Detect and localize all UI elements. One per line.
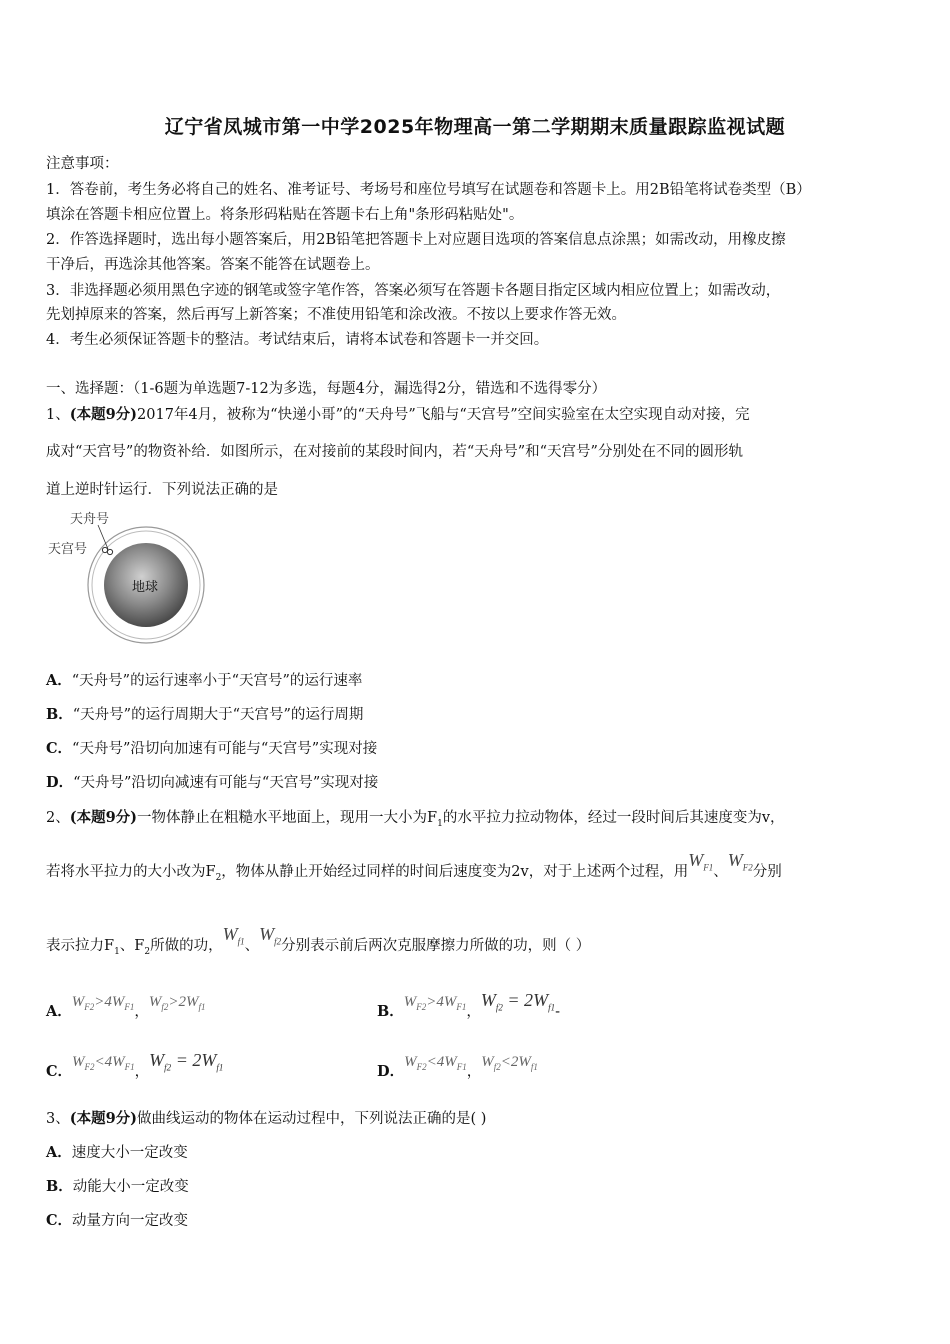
sym-w: W [72,1054,85,1070]
sym-w: W [111,994,125,1010]
q3-option-b [46,1175,916,1196]
math-expr [149,1050,224,1073]
page-title: 辽宁省凤城市第一中学2025年物理高一第二学期期末质量跟踪监视试题 [164,116,786,138]
q2-number: 2、 [46,810,70,826]
q2-text: 若将水平拉力的大小改为F [46,864,216,880]
q3-number: 3、 [46,1111,70,1127]
q3-option-a [46,1141,916,1162]
sym-w: W [71,994,85,1010]
symbol-wf2-friction [259,924,282,947]
sym-sub: F2 [84,1002,95,1012]
q2-line-1 [46,806,916,829]
option-text: “天舟号”沿切向加速有可能与“天宫号”实现对接 [72,741,378,757]
notice-line: 填涂在答题卡相应位置上。将条形码粘贴在答题卡右上角"条形码粘贴处"。 [46,207,524,223]
sym-sub: F1 [124,1002,135,1012]
option-label: C． [46,740,73,757]
q1-text-1: 2017年4月，被称为“快递小哥”的“天舟号”飞船与“天宫号”空间实验室在太空实现自动对接，完 [137,407,750,423]
q2-tag: (本题9分) [69,809,138,826]
symbol-wf1 [688,850,714,873]
q2-option-d [377,1050,538,1080]
option-sep: ， [134,1064,150,1080]
sym-w: W [727,850,743,870]
math-expr [481,1054,538,1070]
notice-line: 2．作答选择题时，选出每小题答案后，用2B铅笔把答题卡上对应题目选项的答案信息点涂黑；如需改动，用橡皮擦 [46,232,786,248]
q2-text: 分别 [752,864,782,880]
symbol-wf1-friction [222,924,245,947]
q2-line-3 [46,924,916,957]
sym-w: W [481,1054,494,1070]
math-expr [480,990,556,1013]
option-label: C． [46,1212,73,1229]
q2-text: 的水平拉力拉动物体，经过一段时间后其速度变为v， [442,810,785,826]
sym-w: W [186,994,199,1010]
sym-sub: f1 [530,1062,538,1072]
tiangong-dot [107,549,112,554]
q1-option-b [46,703,916,724]
tianzhou-dot [102,547,107,552]
math-rel: >4 [426,994,444,1010]
section-heading: 一、选择题：（1-6题为单选题7-12为多选，每题4分，漏选得2分，错选和不选得零分） [46,381,607,397]
q2-option-b [377,990,560,1020]
sym-sub: f1 [216,1062,224,1073]
option-end: - [555,1004,560,1020]
option-label: B． [46,1178,73,1195]
notice-line: 先划掉原来的答案，然后再写上新答案；不准使用铅笔和涂改液。不按以上要求作答无效。 [46,307,626,323]
q3-line-1 [46,1107,916,1128]
sym-w: W [404,1054,417,1070]
math-rel: = 2 [502,990,534,1010]
sym-sub: F2 [416,1002,427,1012]
option-label: A． [46,1144,72,1161]
option-text: 动能大小一定改变 [72,1179,189,1195]
q1-tag: (本题9分) [69,406,138,423]
label-earth: 地球 [132,580,159,595]
option-text: 动量方向一定改变 [72,1213,189,1229]
sym-w: W [403,994,417,1010]
sym-sub: f2 [274,936,282,947]
q1-option-d [46,771,916,792]
sym-w: W [533,990,549,1010]
math-rel: <2 [500,1054,519,1070]
math-rel: >2 [168,994,187,1010]
sym-w: W [201,1050,217,1070]
option-sep: ， [466,1004,481,1020]
notice-heading: 注意事项： [46,156,119,172]
q2-line-2 [46,850,916,883]
sym-w: W [148,994,162,1010]
sym-sub: f1 [237,936,245,947]
q1-number: 1、 [46,407,70,423]
q1-text-3: 道上逆时针运行．下列说法正确的是 [46,482,278,498]
label-tiangong: 天宫号 [48,542,88,557]
notice-line: 4．考生必须保证答题卡的整洁。考试结束后，请将本试卷和答题卡一并交回。 [46,332,549,348]
sym-sub: F1 [456,1002,467,1012]
sym-sub: F1 [124,1062,135,1072]
q2-text: 、 [713,864,728,880]
sym-w: W [443,994,457,1010]
sym-w: W [259,924,275,944]
symbol-wf2 [727,850,753,873]
q2-text: ，物体从静止开始经过同样的时间后速度变为2v，对于上述两个过程，用 [221,864,689,880]
q2-sub: 1 [114,946,120,957]
sym-w: W [518,1054,531,1070]
math-rel: >4 [94,994,112,1010]
option-text: 速度大小一定改变 [71,1145,188,1161]
sym-w: W [688,850,704,870]
option-label: A． [46,672,72,689]
option-text: “天舟号”的运行周期大于“天宫号”的运行周期 [72,707,364,723]
sym-w: W [480,990,496,1010]
option-label: B． [377,1003,404,1020]
sym-sub: F2 [742,862,753,873]
sym-sub: F1 [456,1062,467,1072]
q2-sub: 2 [215,872,222,883]
orbit-figure [46,505,216,650]
sym-w: W [222,924,238,944]
q2-text: 分别表示前后两次克服摩擦力所做的功，则（ ） [281,938,591,954]
option-label: A． [46,1003,72,1020]
notice-line: 干净后，再选涂其他答案。答案不能答在试题卷上。 [46,257,380,273]
math-expr [149,994,206,1010]
notice-line: 1．答卷前，考生务必将自己的姓名、准考证号、考场号和座位号填写在试题卷和答题卡上。用2B铅笔将试卷类型（B） [46,182,811,198]
option-label: D． [377,1063,405,1080]
sym-sub: F2 [416,1062,427,1072]
label-tianzhou: 天舟号 [70,512,110,527]
sym-sub: F2 [84,1062,95,1072]
q2-option-a [46,990,206,1020]
sym-w: W [149,1050,165,1070]
option-label: C． [46,1063,73,1080]
q2-option-c [46,1050,224,1080]
q3-option-c [46,1209,916,1230]
math-rel: <4 [94,1054,113,1070]
option-sep: ， [466,1064,482,1080]
sym-sub: f1 [198,1002,206,1012]
option-label: B． [46,706,73,723]
q1-option-a [46,669,916,690]
q2-text: 表示拉力F [46,938,115,954]
math-expr [72,994,135,1010]
option-label: D． [46,774,74,791]
notice-line: 3．非选择题必须用黑色字迹的钢笔或签字笔作答，答案必须写在答题卡各题目指定区域内相应位置上；如需改动， [46,283,781,299]
math-expr [72,1054,135,1070]
q1-text-2: 成对“天宫号”的物资补给．如图所示，在对接前的某段时间内，若“天舟号”和“天宫号”分别处在不同的圆形轨 [46,444,743,460]
q1-option-c [46,737,916,758]
sym-sub: f2 [161,1002,169,1012]
sym-sub: f2 [493,1062,501,1072]
q2-text: 、 [244,938,260,954]
math-expr [404,994,467,1010]
sym-sub: f2 [164,1062,172,1073]
sym-sub: f2 [495,1002,503,1013]
q2-text: 、F [119,938,145,954]
q2-sub: 2 [144,946,151,957]
sym-w: W [444,1054,457,1070]
math-rel: <4 [426,1054,445,1070]
option-text: “天舟号”的运行速率小于“天宫号”的运行速率 [71,673,363,689]
option-text: “天舟号”沿切向减速有可能与“天宫号”实现对接 [73,775,379,791]
q3-tag: (本题9分) [69,1110,138,1127]
q3-text: 做曲线运动的物体在运动过程中，下列说法正确的是( ) [137,1111,487,1127]
q2-text: 所做的功， [150,938,223,954]
sym-sub: f1 [548,1002,556,1013]
q2-text: 一物体静止在粗糙水平地面上，现用一大小为F [137,810,438,826]
option-sep: ， [134,1004,149,1020]
math-expr [404,1054,467,1070]
q2-sub: 1 [437,818,443,829]
math-rel: = 2 [171,1050,202,1070]
sym-sub: F1 [703,862,714,873]
q1-line-1 [46,403,916,424]
sym-w: W [112,1054,125,1070]
